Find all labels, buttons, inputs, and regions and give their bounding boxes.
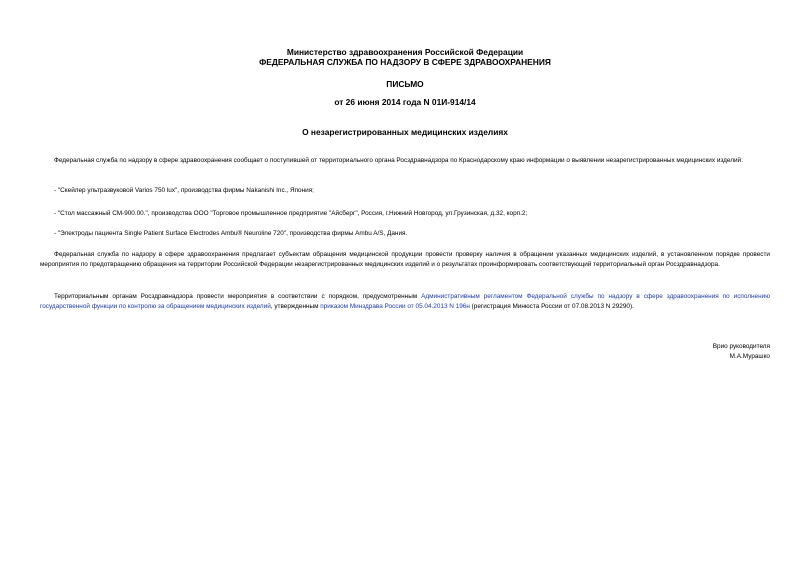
signatory-name: М.А.Мурашко xyxy=(729,353,770,360)
paragraph-instructions-start: Территориальным органам Росздравнадзора провести мероприятия в соответствии с порядком, предусмотренным xyxy=(54,293,422,300)
document-header xyxy=(40,47,770,67)
signatory-position: Врио руководителя xyxy=(712,343,770,350)
order-link[interactable]: приказом Минздрава России от 05.04.2013 N 196н xyxy=(320,303,470,310)
paragraph-intro: Федеральная служба по надзору в сфере здравоохранения сообщает о поступившей от территориального органа Росздравнадзора по Краснодарскому краю информации о выявлении незарегистрированных медицинских изделий: xyxy=(54,157,743,164)
paragraph-instructions-end: (регистрация Минюста России от 07.08.2013 N 29290). xyxy=(469,303,634,310)
document-type: ПИСЬМО xyxy=(386,79,424,89)
document-date-number: от 26 июня 2014 года N 01И-914/14 xyxy=(334,97,476,107)
list-item: - "Скейлер ультразвуковой Varios 750 lux", производства фирмы Nakanishi Inc., Япония; xyxy=(54,187,314,194)
service-name: ФЕДЕРАЛЬНАЯ СЛУЖБА ПО НАДЗОРУ В СФЕРЕ ЗДРАВООХРАНЕНИЯ xyxy=(259,57,551,67)
list-item: - "Стол массажный СМ-900.00.", производства ООО "Торговое промышленное предприятие "Айсберг", Россия, г.Нижний Новгород, ул.Грузинская, д.32, корп.2; xyxy=(54,210,528,217)
paragraph-proposal: Федеральная служба по надзору в сфере здравоохранения предлагает субъектам обращения медицинской продукции провести проверку наличия в обращении указанных медицинских изделий, в установленном порядке провести мероприятия по предотвращению обращения на территории Российской Федерации незарегистрированных медицинских изделий и о результатах проинформировать соответствующий территориальный орган Росздравнадзора. xyxy=(40,251,770,268)
ministry-name: Министерство здравоохранения Российской Федерации xyxy=(286,47,524,57)
regulation-link[interactable]: Административным регламентом Федеральной службы по надзору в сфере здравоохранения по исполнению государственной функции по контролю за обращением медицинских изделий xyxy=(40,293,770,310)
paragraph-instructions xyxy=(40,292,770,312)
signature-block xyxy=(713,342,770,362)
paragraph-instructions-mid: , утвержденным xyxy=(270,303,321,310)
document-title: О незарегистрированных медицинских изделиях xyxy=(302,127,508,137)
document-page xyxy=(40,0,770,571)
list-item: - "Электроды пациента Single Patient Surface Electrodes Ambu® Neuroline 720", производства фирмы Ambu A/S, Дания. xyxy=(54,230,408,237)
